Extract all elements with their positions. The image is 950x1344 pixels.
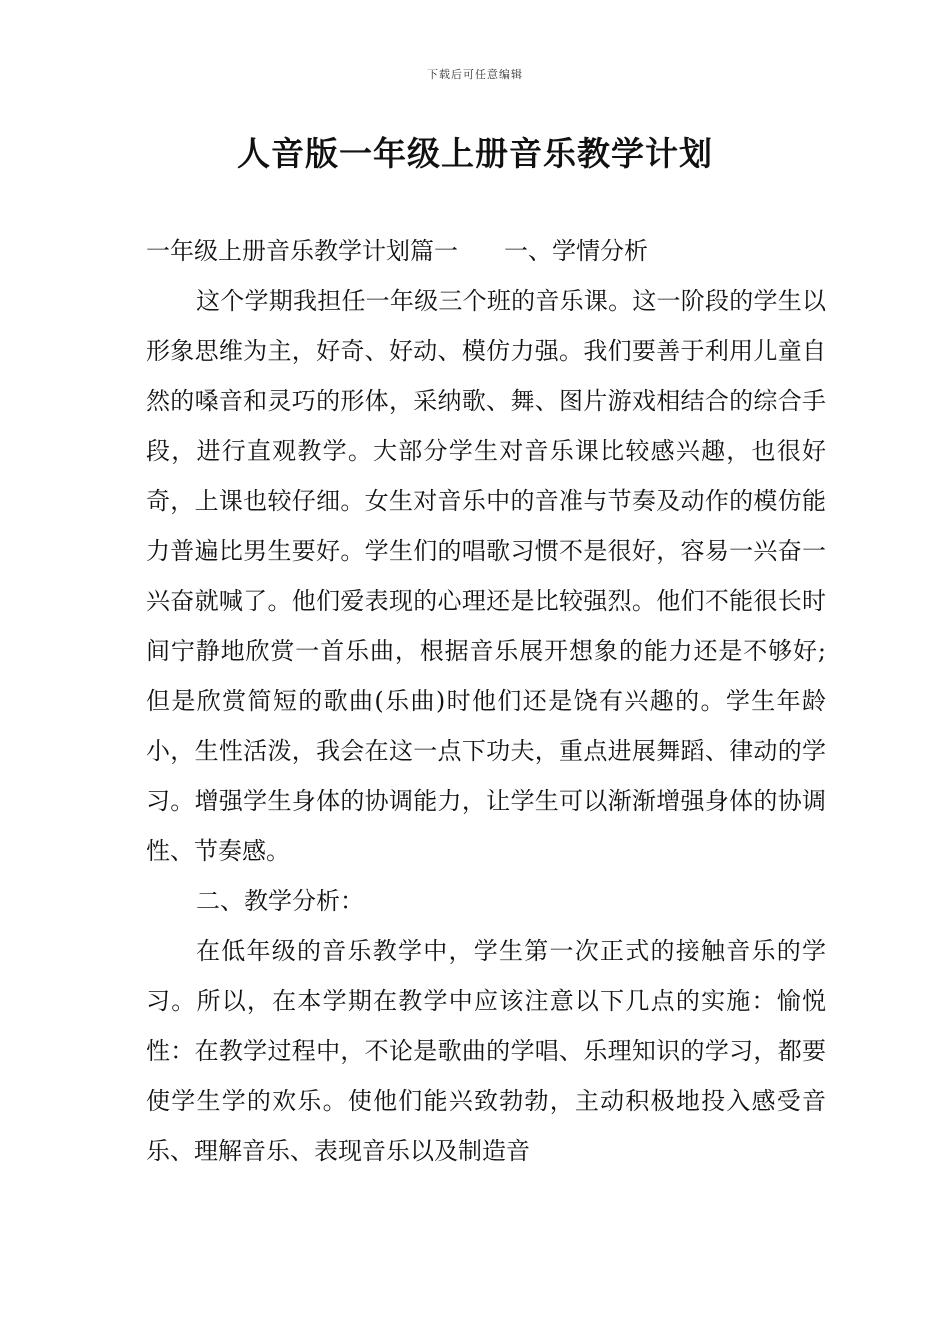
- section-title-teaching-analysis: 二、教学分析：: [196, 887, 364, 915]
- paragraph-situation: 这个学期我担任一年级三个班的音乐课。这一阶段的学生以形象思维为主，好奇、好动、模仿力强。我们要善于利用儿童自然的嗓音和灵巧的形体，采纳歌、舞、图片游戏相结合的综合手段，进行直观教学。大部分学生对音乐课比较感兴趣，也很好奇，上课也较仔细。女生对音乐中的音准与节奏及动作的模仿能力普遍比男生要好。学生们的唱歌习惯不是很好，容易一兴奋一兴奋就喊了。他们爱表现的心理还是比较强烈。他们不能很长时间宁静地欣赏一首乐曲，根据音乐展开想象的能力还是不够好;但是欣赏简短的歌曲(乐曲)时他们还是饶有兴趣的。学生年龄小，生性活泼，我会在这一点下功夫，重点进展舞蹈、律动的学习。增强学生身体的协调能力，让学生可以渐渐增强身体的协调性、节奏感。: [146, 287, 826, 865]
- section-heading: [146, 226, 826, 276]
- document-title: 人音版一年级上册音乐教学计划: [237, 134, 713, 173]
- header-note: 下载后可任意编辑: [427, 68, 523, 81]
- paragraph-teaching-analysis: 在低年级的音乐教学中，学生第一次正式的接触音乐的学习。所以，在本学期在教学中应该注意以下几点的实施：愉悦性：在教学过程中，不论是歌曲的学唱、乐理知识的学习，都要使学生学的欢乐。使他们能兴致勃勃，主动积极地投入感受音乐、理解音乐、表现音乐以及制造音: [146, 937, 826, 1165]
- section-title-situation: 一、学情分析: [504, 237, 648, 265]
- article-subtitle: 一年级上册音乐教学计划篇一: [146, 237, 458, 265]
- document-body: [146, 226, 826, 1176]
